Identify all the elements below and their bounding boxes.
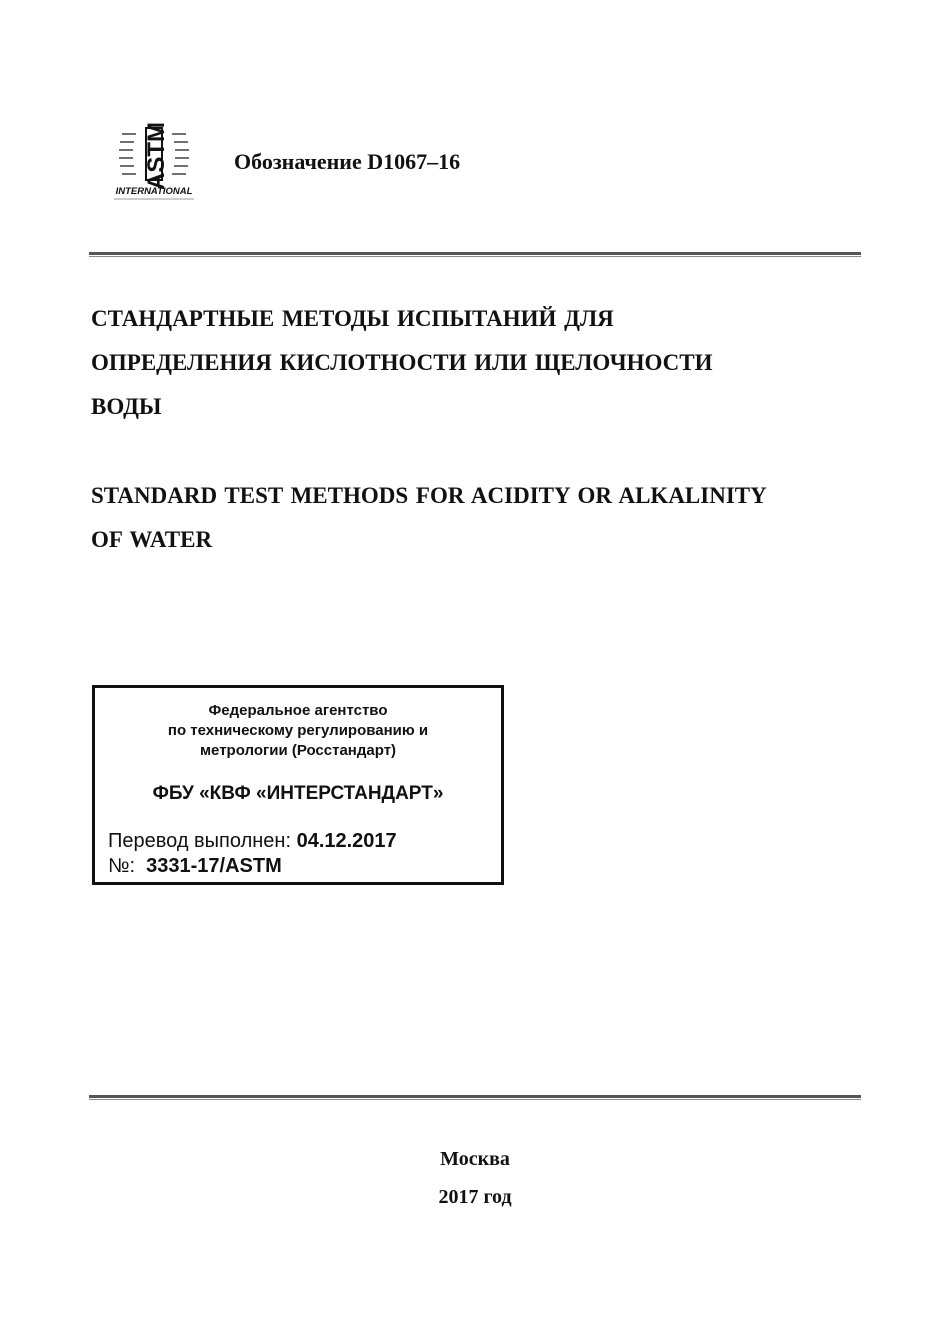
title-ru-line: ВОДЫ xyxy=(91,394,162,419)
astm-mark-text: ASTM xyxy=(143,122,170,190)
designation-code: D1067–16 xyxy=(367,149,461,174)
number-value: 3331-17/ASTM xyxy=(146,855,282,877)
translation-date-row xyxy=(108,829,397,853)
title-en-line: OF WATER xyxy=(91,527,213,552)
translation-label: Перевод выполнен: xyxy=(108,830,292,852)
agency-line: по техническому регулированию и xyxy=(167,722,429,739)
bottom-divider xyxy=(89,1095,861,1101)
astm-subtitle: INTERNATIONAL xyxy=(115,186,193,197)
agency-line: метрологии (Росстандарт) xyxy=(199,742,397,759)
translation-stamp xyxy=(92,685,504,885)
designation-label: Обозначение xyxy=(234,149,362,174)
city: Москва xyxy=(440,1148,510,1170)
title-en-line: STANDARD TEST METHODS FOR ACIDITY OR ALKALINITY xyxy=(91,483,767,508)
agency-name xyxy=(95,701,501,761)
title-ru-line: ОПРЕДЕЛЕНИЯ КИСЛОТНОСТИ ИЛИ ЩЕЛОЧНОСТИ xyxy=(91,350,713,375)
translation-date: 04.12.2017 xyxy=(296,830,397,852)
number-label: №: xyxy=(108,855,136,877)
title-ru-line: СТАНДАРТНЫЕ МЕТОДЫ ИСПЫТАНИЙ ДЛЯ xyxy=(91,306,614,331)
title-russian xyxy=(91,297,859,429)
astm-international-logo xyxy=(108,122,200,202)
designation xyxy=(234,148,460,176)
top-divider xyxy=(89,252,861,258)
agency-line: Федеральное агентство xyxy=(208,702,388,719)
year: 2017 год xyxy=(438,1186,512,1208)
translation-number-row xyxy=(108,854,282,878)
organization-name: ФБУ «КВФ «ИНТЕРСТАНДАРТ» xyxy=(152,783,444,804)
title-english xyxy=(91,474,859,562)
